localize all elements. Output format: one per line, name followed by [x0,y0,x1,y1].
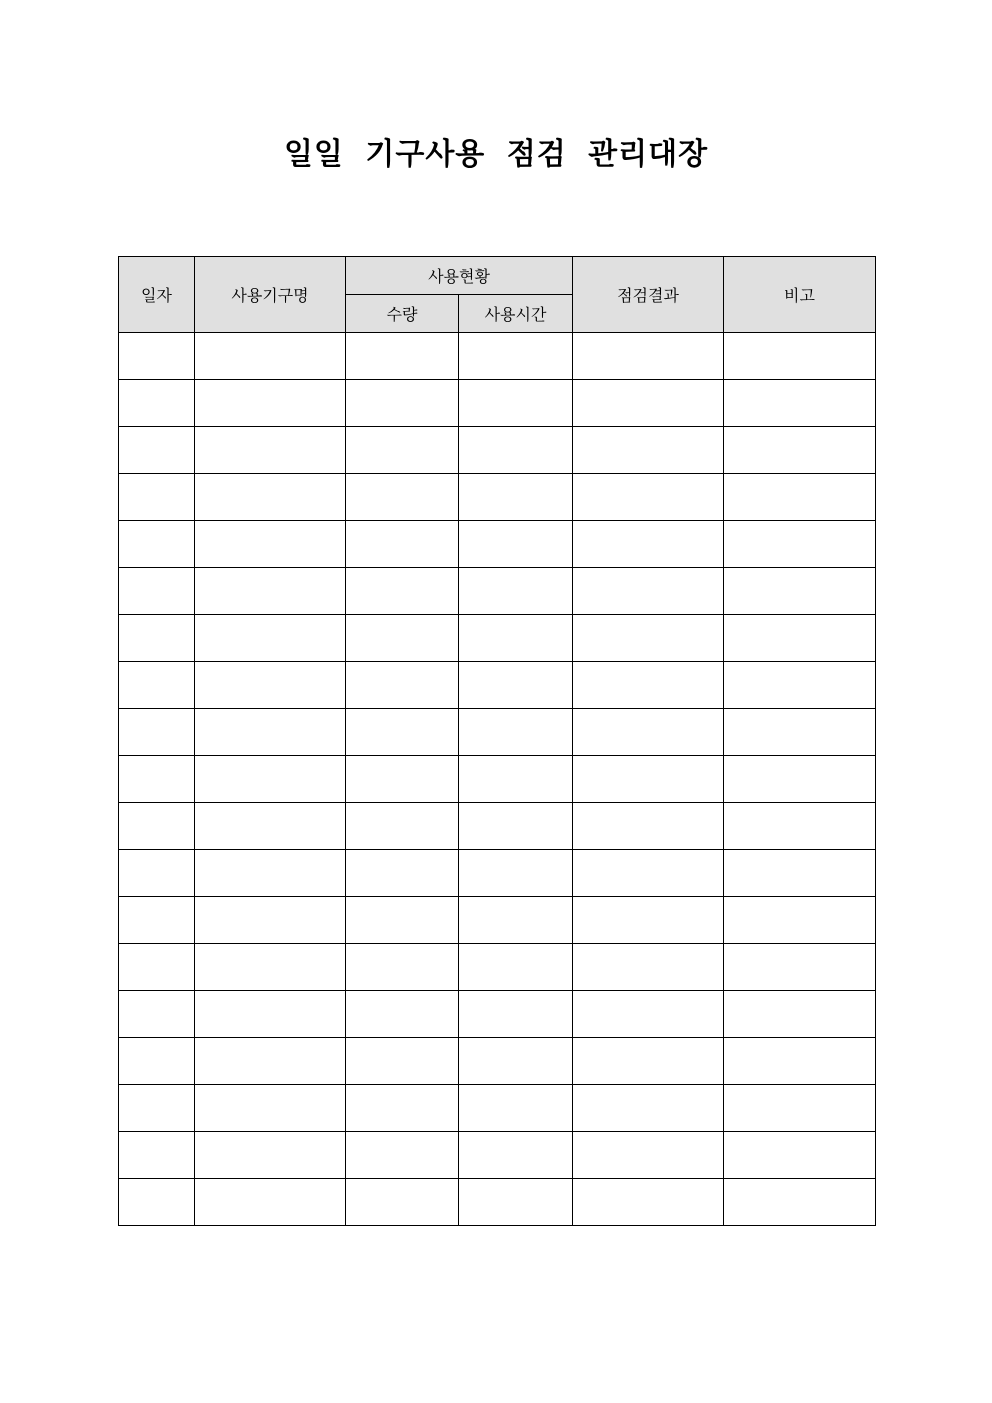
date-cell[interactable] [119,1179,195,1226]
table-row [119,333,876,380]
quantity-cell[interactable] [346,803,459,850]
inspection-result-cell[interactable] [573,709,724,756]
equipment-name-cell[interactable] [195,1038,346,1085]
date-cell[interactable] [119,1132,195,1179]
date-cell[interactable] [119,803,195,850]
table-row [119,756,876,803]
table-row [119,474,876,521]
remarks-cell[interactable] [724,756,876,803]
inspection-result-cell[interactable] [573,850,724,897]
table-row [119,1132,876,1179]
quantity-cell[interactable] [346,333,459,380]
usage-time-cell[interactable] [459,662,573,709]
inspection-result-cell[interactable] [573,897,724,944]
table-row [119,991,876,1038]
remarks-cell[interactable] [724,709,876,756]
header-quantity: 수량 [346,295,459,333]
remarks-cell[interactable] [724,333,876,380]
inspection-result-cell[interactable] [573,944,724,991]
date-cell[interactable] [119,568,195,615]
usage-time-cell[interactable] [459,1132,573,1179]
header-equipment-name: 사용기구명 [195,257,346,333]
remarks-cell[interactable] [724,1038,876,1085]
date-cell[interactable] [119,474,195,521]
usage-time-cell[interactable] [459,474,573,521]
usage-time-cell[interactable] [459,756,573,803]
quantity-cell[interactable] [346,756,459,803]
table-row [119,1085,876,1132]
quantity-cell[interactable] [346,615,459,662]
equipment-name-cell[interactable] [195,1179,346,1226]
inspection-result-cell[interactable] [573,474,724,521]
quantity-cell[interactable] [346,850,459,897]
usage-time-cell[interactable] [459,521,573,568]
quantity-cell[interactable] [346,1179,459,1226]
usage-time-cell[interactable] [459,803,573,850]
table-row [119,427,876,474]
table-row [119,615,876,662]
table-row [119,380,876,427]
remarks-cell[interactable] [724,803,876,850]
usage-time-cell[interactable] [459,897,573,944]
date-cell[interactable] [119,1085,195,1132]
date-cell[interactable] [119,991,195,1038]
equipment-name-cell[interactable] [195,897,346,944]
usage-time-cell[interactable] [459,1179,573,1226]
usage-time-cell[interactable] [459,380,573,427]
equipment-name-cell[interactable] [195,568,346,615]
equipment-name-cell[interactable] [195,1132,346,1179]
quantity-cell[interactable] [346,1085,459,1132]
quantity-cell[interactable] [346,568,459,615]
equipment-name-cell[interactable] [195,756,346,803]
inspection-result-cell[interactable] [573,427,724,474]
usage-time-cell[interactable] [459,991,573,1038]
date-cell[interactable] [119,615,195,662]
quantity-cell[interactable] [346,427,459,474]
inspection-result-cell[interactable] [573,1038,724,1085]
remarks-cell[interactable] [724,662,876,709]
quantity-cell[interactable] [346,709,459,756]
equipment-name-cell[interactable] [195,944,346,991]
inspection-result-cell[interactable] [573,1179,724,1226]
remarks-cell[interactable] [724,615,876,662]
quantity-cell[interactable] [346,944,459,991]
equipment-name-cell[interactable] [195,991,346,1038]
date-cell[interactable] [119,380,195,427]
usage-time-cell[interactable] [459,1085,573,1132]
usage-time-cell[interactable] [459,568,573,615]
quantity-cell[interactable] [346,662,459,709]
header-remarks: 비고 [724,257,876,333]
ledger-body [119,333,876,1226]
equipment-name-cell[interactable] [195,427,346,474]
header-date: 일자 [119,257,195,333]
header-usage-status: 사용현황 [346,257,573,295]
date-cell[interactable] [119,709,195,756]
date-cell[interactable] [119,850,195,897]
equipment-name-cell[interactable] [195,709,346,756]
table-row [119,944,876,991]
date-cell[interactable] [119,897,195,944]
header-row-primary [119,257,876,295]
quantity-cell[interactable] [346,1132,459,1179]
quantity-cell[interactable] [346,380,459,427]
quantity-cell[interactable] [346,897,459,944]
usage-time-cell[interactable] [459,333,573,380]
table-row [119,850,876,897]
remarks-cell[interactable] [724,1179,876,1226]
quantity-cell[interactable] [346,521,459,568]
table-row [119,709,876,756]
inspection-result-cell[interactable] [573,991,724,1038]
table-row [119,1038,876,1085]
equipment-name-cell[interactable] [195,333,346,380]
inspection-result-cell[interactable] [573,380,724,427]
table-row [119,568,876,615]
remarks-cell[interactable] [724,1085,876,1132]
equipment-name-cell[interactable] [195,615,346,662]
inspection-result-cell[interactable] [573,333,724,380]
remarks-cell[interactable] [724,850,876,897]
remarks-cell[interactable] [724,991,876,1038]
table-row [119,803,876,850]
usage-time-cell[interactable] [459,850,573,897]
remarks-cell[interactable] [724,944,876,991]
inspection-result-cell[interactable] [573,615,724,662]
equipment-name-cell[interactable] [195,474,346,521]
date-cell[interactable] [119,427,195,474]
equipment-name-cell[interactable] [195,662,346,709]
usage-time-cell[interactable] [459,615,573,662]
remarks-cell[interactable] [724,427,876,474]
remarks-cell[interactable] [724,521,876,568]
remarks-cell[interactable] [724,568,876,615]
usage-time-cell[interactable] [459,944,573,991]
equipment-name-cell[interactable] [195,1085,346,1132]
inspection-result-cell[interactable] [573,803,724,850]
quantity-cell[interactable] [346,474,459,521]
usage-time-cell[interactable] [459,427,573,474]
remarks-cell[interactable] [724,1132,876,1179]
usage-time-cell[interactable] [459,1038,573,1085]
quantity-cell[interactable] [346,1038,459,1085]
remarks-cell[interactable] [724,474,876,521]
inspection-ledger-table [118,256,876,1226]
inspection-result-cell[interactable] [573,1085,724,1132]
inspection-result-cell[interactable] [573,662,724,709]
date-cell[interactable] [119,1038,195,1085]
table-row [119,521,876,568]
date-cell[interactable] [119,333,195,380]
date-cell[interactable] [119,944,195,991]
quantity-cell[interactable] [346,991,459,1038]
inspection-result-cell[interactable] [573,521,724,568]
table-row [119,897,876,944]
equipment-name-cell[interactable] [195,803,346,850]
header-usage-time: 사용시간 [459,295,573,333]
remarks-cell[interactable] [724,380,876,427]
inspection-result-cell[interactable] [573,568,724,615]
inspection-result-cell[interactable] [573,1132,724,1179]
equipment-name-cell[interactable] [195,850,346,897]
date-cell[interactable] [119,521,195,568]
date-cell[interactable] [119,662,195,709]
remarks-cell[interactable] [724,897,876,944]
inspection-result-cell[interactable] [573,756,724,803]
date-cell[interactable] [119,756,195,803]
usage-time-cell[interactable] [459,709,573,756]
header-inspection-result: 점검결과 [573,257,724,333]
table-row [119,662,876,709]
document-title: 일일 기구사용 점검 관리대장 [283,137,709,172]
table-row [119,1179,876,1226]
equipment-name-cell[interactable] [195,521,346,568]
equipment-name-cell[interactable] [195,380,346,427]
